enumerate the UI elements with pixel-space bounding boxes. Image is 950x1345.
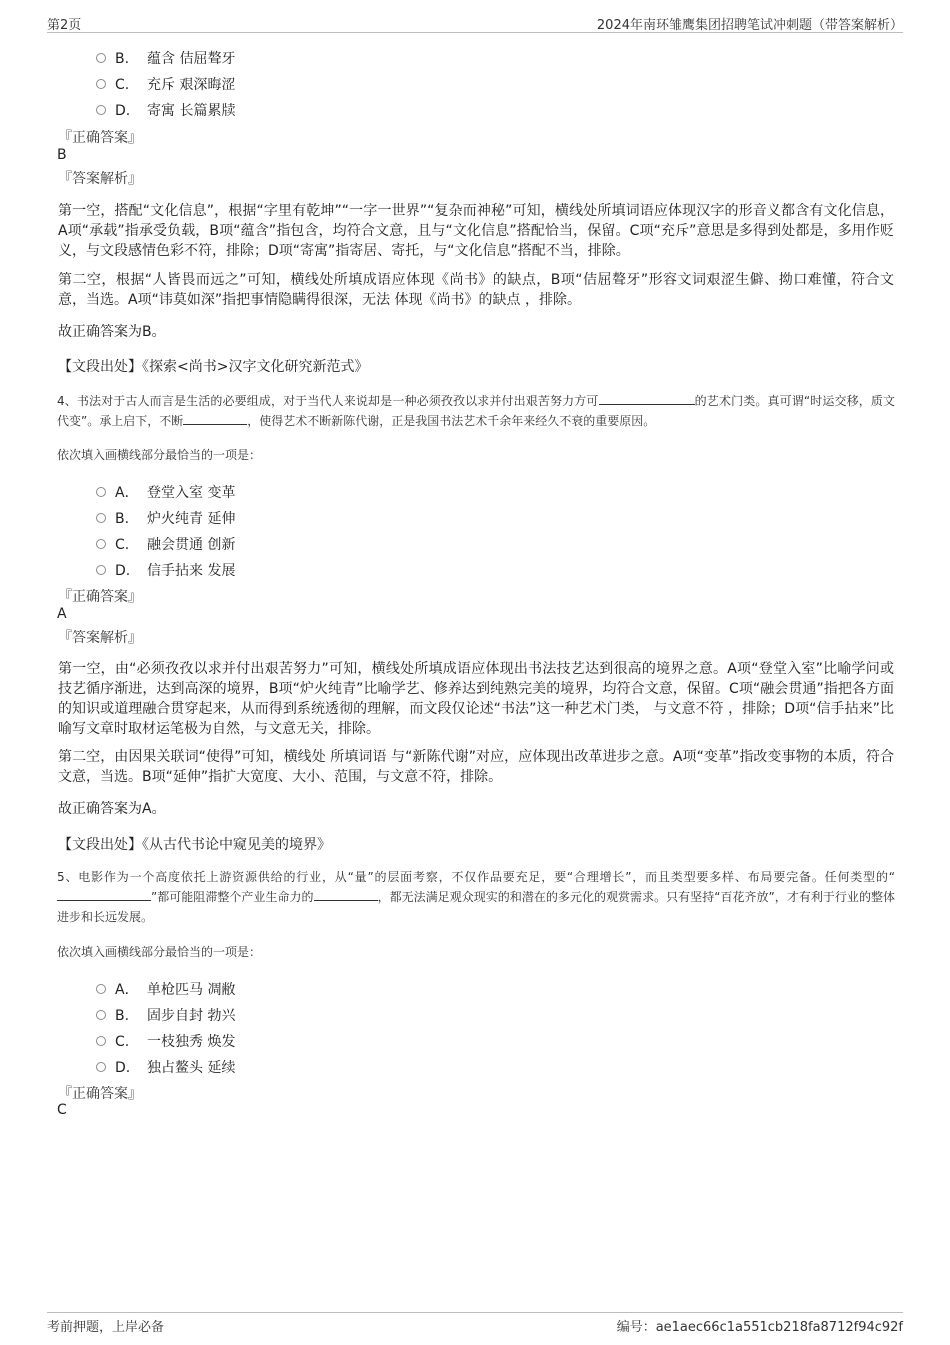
question-4-text: 4、书法对于古人而言是生活的必要组成，对于当代人来说却是一种必须孜孜以求并付出艰苦努力方可 的艺术门类。真可谓“时运交移，质文代变”。承上启下，不断 ，使得艺术不断新陈代谢，正是我国书法艺术千余年来经久不衰的重要原因。 (57, 394, 895, 428)
fill-blank (599, 392, 695, 405)
question-5-text: 5、电影作为一个高度依托上游资源供给的行业，从“量”的层面考察，不仅作品要充足，要“合理增长”，而且类型要多样、布局要完备。任何类型的“”都可能阻滞整个产业生命力的 ，都无法满足观众现实的和潜在的多元化的观赏需求。只有坚持“百花齐放”，才有利于行业的整体进步和长远发展。 (57, 870, 896, 924)
analysis-conclusion: 故正确答案为B。 (58, 324, 166, 340)
radio-icon[interactable] (96, 487, 106, 497)
analysis-conclusion: 故正确答案为A。 (58, 801, 166, 817)
radio-icon[interactable] (96, 565, 106, 575)
q4-option-d[interactable]: D. 信手拈来 发展 (96, 560, 235, 580)
radio-icon[interactable] (96, 105, 106, 115)
radio-icon[interactable] (96, 79, 106, 89)
answer-label: 『正确答案』 (58, 1086, 142, 1102)
analysis-paragraph: 第二空，由因果关联词“使得”可知，横线处 所填词语 与“新陈代谢”对应，应体现出改革进步之意。A项“变革”指改变事物的本质，符合文意，当选。B项“延伸”指扩大宽度、大小、范围，与文意不符，排除。 (58, 749, 894, 785)
radio-icon[interactable] (96, 1062, 106, 1072)
page-header (47, 12, 903, 33)
q5-option-a[interactable]: A． 单枪匹马 凋敝 (96, 979, 235, 999)
analysis-paragraph: 第二空，根据“人皆畏而远之”可知，横线处所填成语应体现《尚书》的缺点，B项“佶屈聱牙”形容文词艰涩生僻、拗口难懂，符合文意，当选。A项“讳莫如深”指把事情隐瞒得很深，无法 体现《尚书》的缺点 ，排除。 (58, 272, 894, 308)
radio-icon[interactable] (96, 53, 106, 63)
page-footer (47, 1312, 903, 1337)
q4-option-b[interactable]: B. 炉火纯青 延伸 (96, 508, 235, 528)
analysis-paragraph: 第一空，搭配“文化信息”，根据“字里有乾坤”“一字一世界”“复杂而神秘”可知，横线处所填词语应体现汉字的形音义都含有文化信息，A项“承载”指承受负载，B项“蕴含”指包含，均符合文意，且与“文化信息”搭配恰当，保留。C项“充斥”意思是多得到处都是，多用作贬义，与文段感情色彩不符，排除；D项“寄寓”指寄居、寄托，与“文化信息”搭配不当，排除。 (58, 203, 894, 259)
radio-icon[interactable] (96, 1036, 106, 1046)
document-code: 编号：ae1aec66c1a551cb218fa8712f94c92f (616, 1320, 903, 1335)
q5-option-c[interactable]: C. 一枝独秀 焕发 (96, 1031, 235, 1051)
q5-option-b[interactable]: B. 固步自封 勃兴 (96, 1005, 235, 1025)
footer-slogan: 考前押题，上岸必备 (47, 1320, 165, 1335)
radio-icon[interactable] (96, 513, 106, 523)
document-title: 2024年南环雏鹰集团招聘笔试冲刺题（带答案解析） (596, 18, 903, 33)
answer-value: A (57, 606, 67, 622)
question-prompt: 依次填入画横线部分最恰当的一项是： (57, 448, 262, 462)
answer-value: B (57, 147, 67, 163)
q4-option-a[interactable]: A． 登堂入室 变革 (96, 482, 235, 502)
q4-option-c[interactable]: C. 融会贯通 创新 (96, 534, 235, 554)
passage-source: 【文段出处】《从古代书论中窥见美的境界》 (58, 837, 331, 853)
fill-blank (57, 888, 151, 901)
radio-icon[interactable] (96, 1010, 106, 1020)
q3-option-b[interactable]: B. 蕴含 佶屈聱牙 (96, 48, 235, 68)
radio-icon[interactable] (96, 984, 106, 994)
answer-label: 『正确答案』 (58, 130, 142, 146)
question-prompt: 依次填入画横线部分最恰当的一项是： (57, 945, 262, 959)
q5-option-d[interactable]: D. 独占鳌头 延续 (96, 1057, 235, 1077)
analysis-label: 『答案解析』 (58, 630, 142, 646)
analysis-label: 『答案解析』 (58, 171, 142, 187)
q3-option-c[interactable]: C. 充斥 艰深晦涩 (96, 74, 235, 94)
passage-source: 【文段出处】《探索<尚书>汉字文化研究新范式》 (58, 359, 369, 375)
answer-value: C (57, 1102, 67, 1118)
page-number: 第2页 (47, 18, 82, 33)
analysis-paragraph: 第一空，由“必须孜孜以求并付出艰苦努力”可知，横线处所填成语应体现出书法技艺达到很高的境界之意。A项“登堂入室”比喻学问或技艺循序渐进，达到高深的境界，B项“炉火纯青”比喻学艺、修养达到纯熟完美的境界，均符合文意，保留。C项“融会贯通”指把各方面的知识或道理融合贯穿起来，从而得到系统透彻的理解，而文段仅论述“书法”这一种艺术门类， 与文意不符 ，排除；D项“信手拈来”比喻写文章时取材运笔极为自然，与文意无关，排除。 (58, 661, 894, 737)
fill-blank (183, 412, 247, 425)
fill-blank (314, 888, 378, 901)
answer-label: 『正确答案』 (58, 589, 142, 605)
radio-icon[interactable] (96, 539, 106, 549)
q3-option-d[interactable]: D. 寄寓 长篇累牍 (96, 100, 235, 120)
